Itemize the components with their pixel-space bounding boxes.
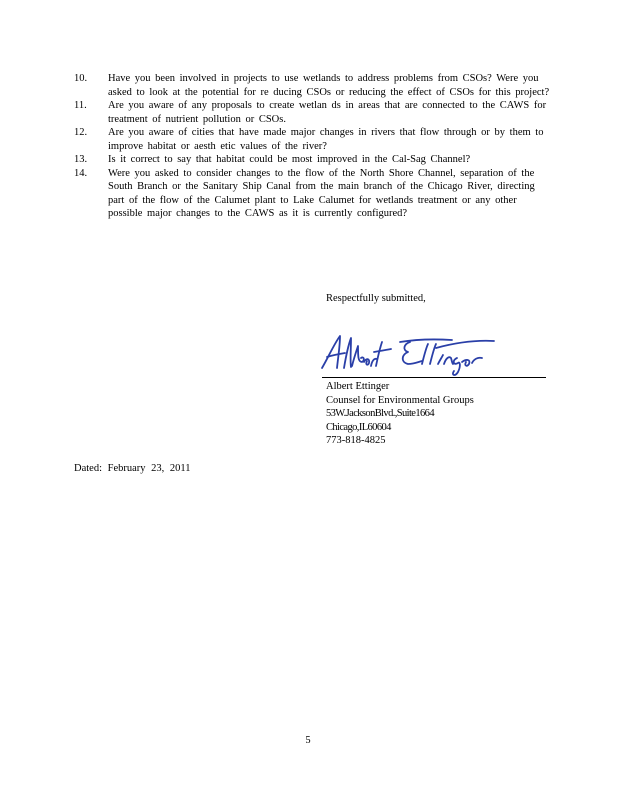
question-text: Is it correct to say that habitat could be most improved in the Cal-Sag Channel? xyxy=(108,154,471,165)
question-number: 11. xyxy=(74,100,87,111)
question-item xyxy=(74,167,554,221)
question-item xyxy=(74,126,554,153)
question-number: 14. xyxy=(74,167,88,179)
question-item xyxy=(74,72,554,99)
question-list xyxy=(74,72,554,221)
question-text: Have you been involved in projects to use wetlands to address problems from CSOs? Were you asked to look at the potential for re ducing CSOs or reducing the effect of CSOs for this project? xyxy=(108,73,550,98)
page-number: 5 xyxy=(305,735,311,746)
date-line: Dated: February 23, 2011 xyxy=(74,463,191,474)
address-street: 53W.JacksonBlvd.,Suite1664 xyxy=(326,408,434,420)
question-text: Are you aware of cities that have made major changes in rivers that flow through or by them to improve habitat or aesth etic values of the river? xyxy=(108,127,544,152)
question-number: 13. xyxy=(74,154,88,165)
question-item xyxy=(74,153,554,167)
phone-number: 773-818-4825 xyxy=(326,435,386,447)
signature-line xyxy=(322,377,546,378)
signer-name: Albert Ettinger xyxy=(326,381,390,392)
closing-text: Respectfully submitted, xyxy=(326,293,426,304)
handwritten-signature xyxy=(318,328,502,380)
question-text: Were you asked to consider changes to the flow of the North Shore Channel, separation of the South Branch or the Sanitary Ship Canal from the main branch of the Chicago River, directing part of the flow of the Calumet plant to Lake Calumet for wetlands treatment or any other possible major changes to the CAWS as it is currently configured? xyxy=(108,167,535,219)
signer-title: Counsel for Environmental Groups xyxy=(326,394,474,406)
signature-block xyxy=(326,380,474,448)
question-number: 10. xyxy=(74,73,88,84)
question-item xyxy=(74,99,554,126)
address-city: Chicago,IL60604 xyxy=(326,421,391,433)
question-number: 12. xyxy=(74,127,88,138)
question-text: Are you aware of any proposals to create wetlan ds in areas that are connected to the CAWS for treatment of nutrient pollution or CSOs. xyxy=(108,100,547,125)
